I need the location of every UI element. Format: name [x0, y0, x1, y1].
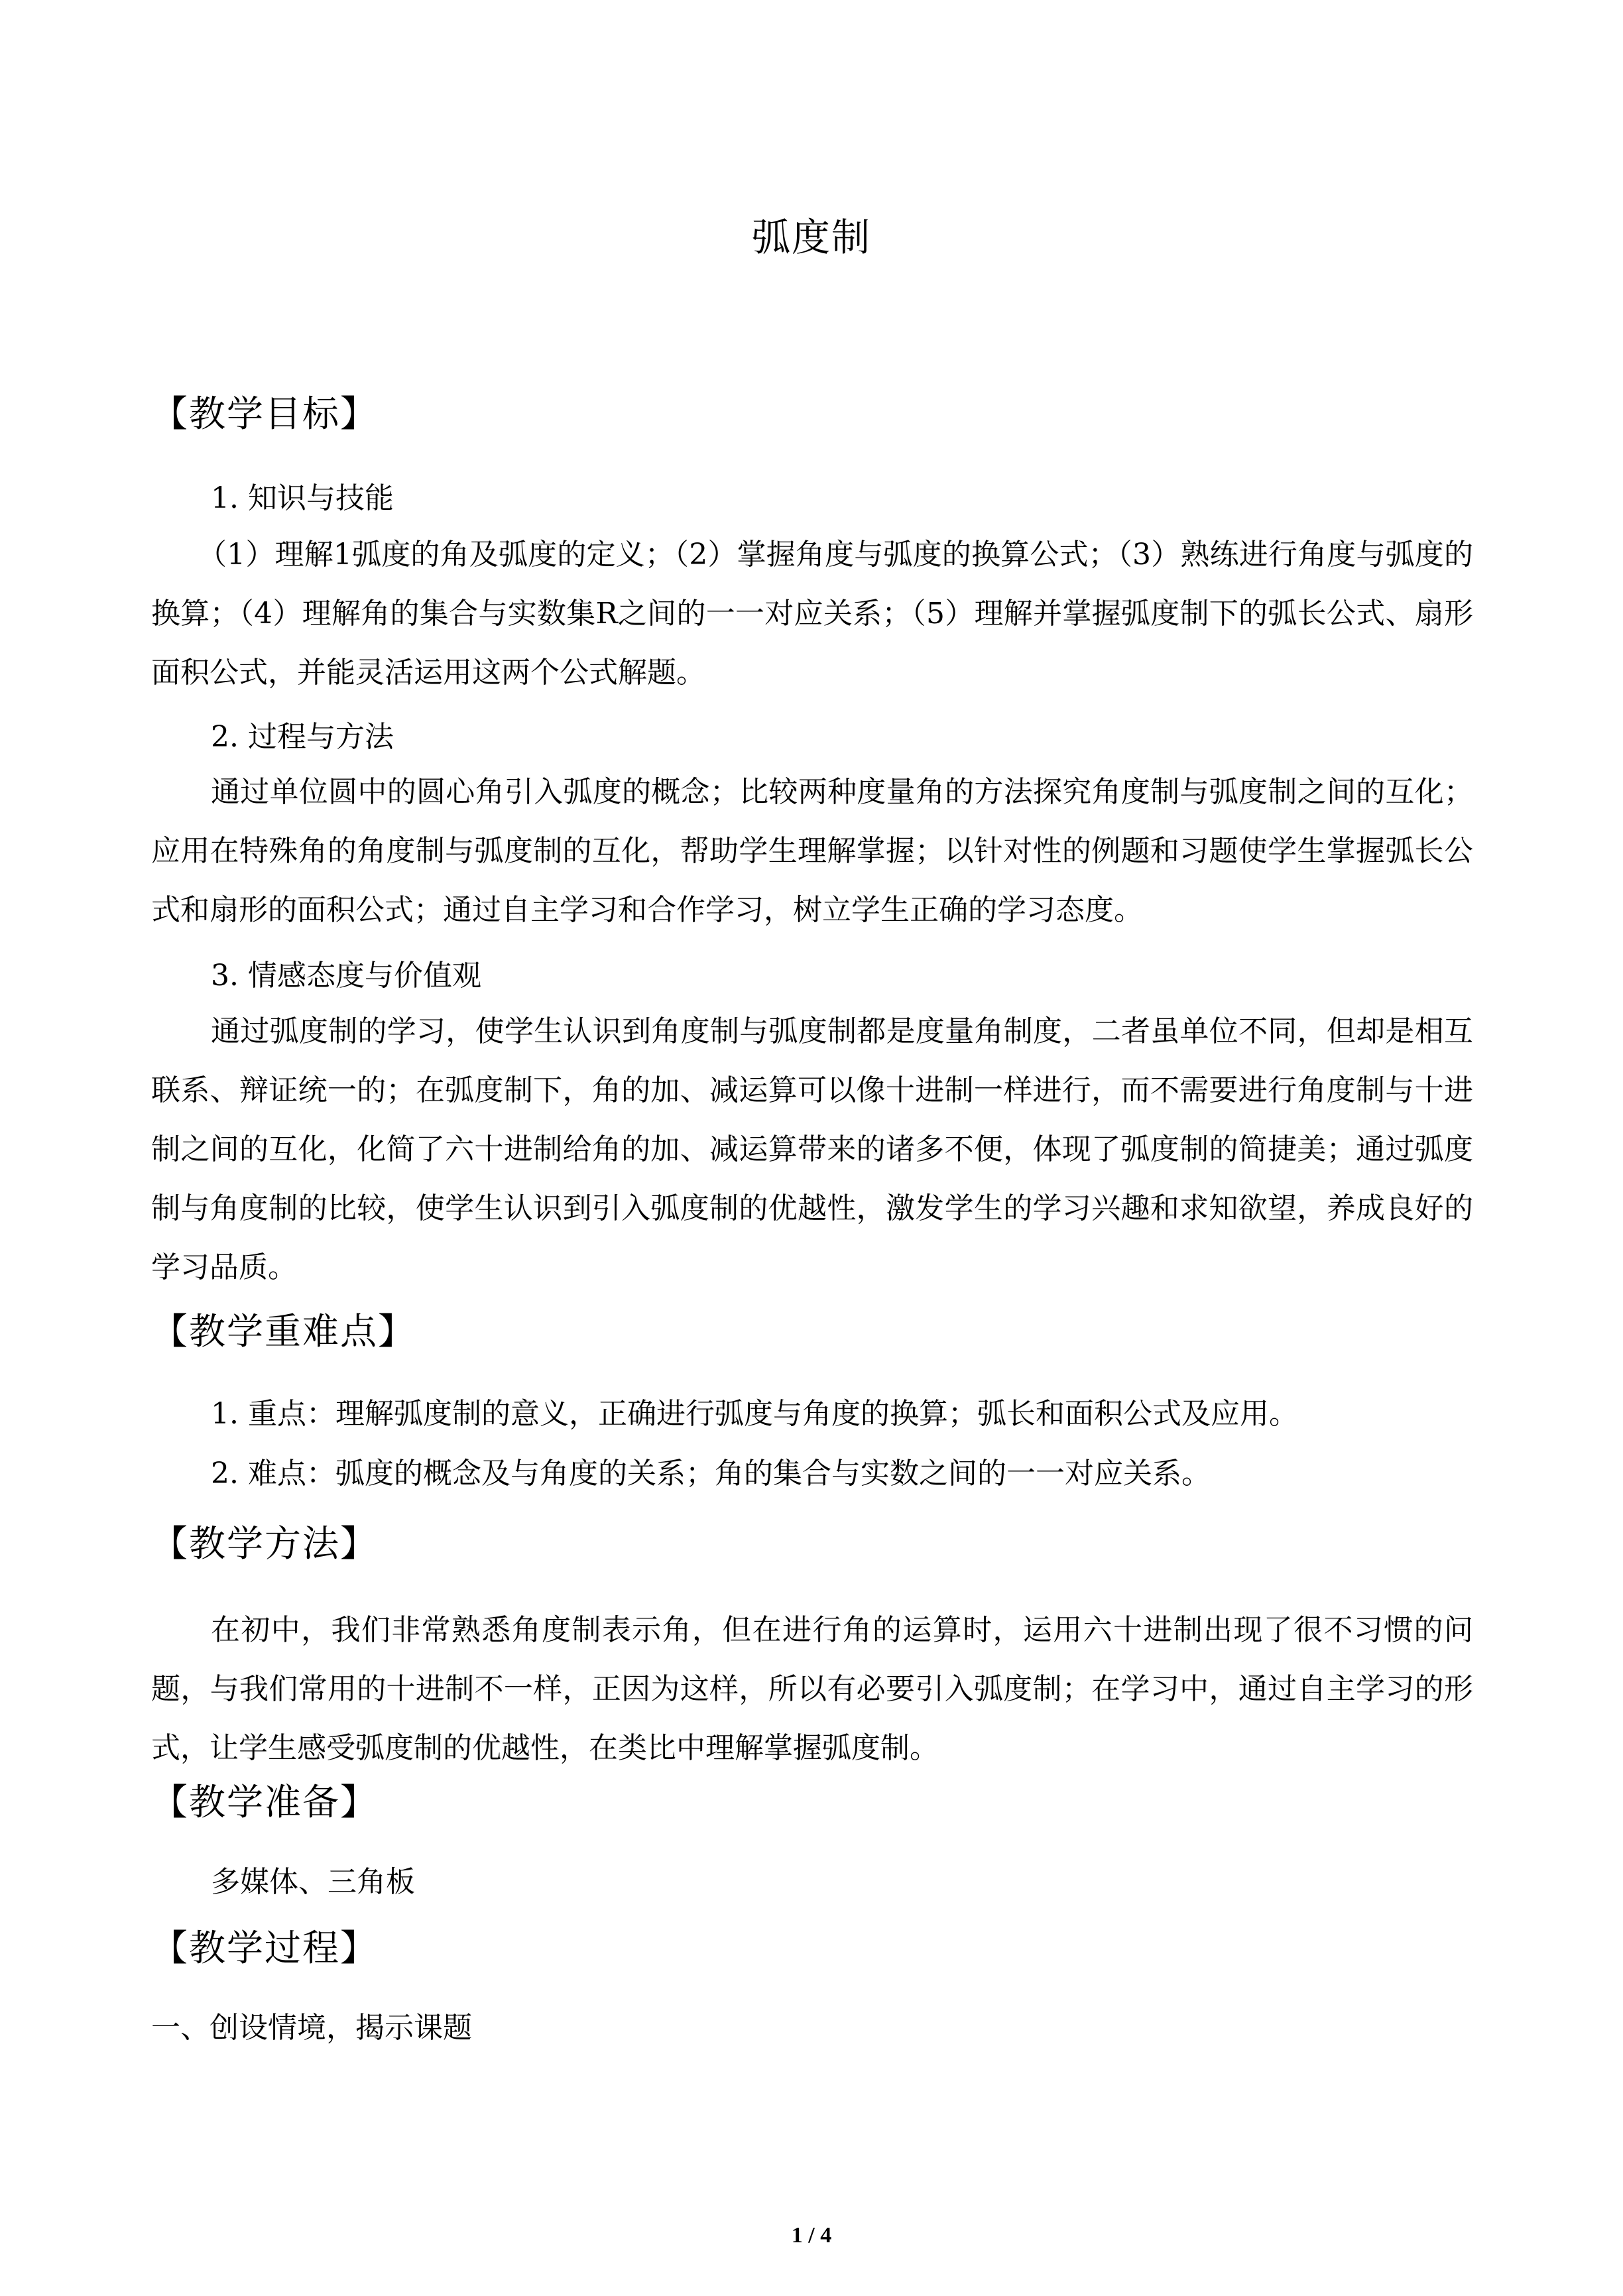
paragraph-methods: 在初中，我们非常熟悉角度制表示角，但在进行角的运算时，运用六十进制出现了很不习惯的问题，与我们常用的十进制不一样，正因为这样，所以有必要引入弧度制；在学习中，通过自主学习的形式，让学生感受弧度制的优越性，在类比中理解掌握弧度制。	[151, 1613, 1473, 1765]
subheading-emotion: 3. 情感态度与价值观	[211, 959, 481, 993]
paragraph-knowledge: （1）理解1弧度的角及弧度的定义；（2）掌握角度与弧度的换算公式；（3）熟练进行角度与弧度的换算；（4）理解角的集合与实数集R之间的一一对应关系；（5）理解并掌握弧度制下的弧长公式、扇形面积公式，并能灵活运用这两个公式解题。	[151, 538, 1473, 690]
document-title: 弧度制	[751, 215, 871, 260]
key-point-2: 2. 难点：弧度的概念及与角度的关系；角的集合与实数之间的一一对应关系。	[211, 1457, 1211, 1490]
subheading-knowledge: 1. 知识与技能	[211, 481, 394, 515]
paragraph-process: 通过单位圆中的圆心角引入弧度的概念；比较两种度量角的方法探究角度制与弧度制之间的互化；应用在特殊角的角度制与弧度制的互化，帮助学生理解掌握；以针对性的例题和习题使学生掌握弧长公式和扇形的面积公式；通过自主学习和合作学习，树立学生正确的学习态度。	[151, 775, 1473, 927]
key-point-1: 1. 重点：理解弧度制的意义，正确进行弧度与角度的换算；弧长和面积公式及应用。	[211, 1397, 1298, 1431]
section-heading-methods: 【教学方法】	[151, 1522, 379, 1565]
section-heading-key-points: 【教学重难点】	[151, 1310, 416, 1353]
paragraph-emotion: 通过弧度制的学习，使学生认识到角度制与弧度制都是度量角制度，二者虽单位不同，但却是相互联系、辩证统一的；在弧度制下，角的加、减运算可以像十进制一样进行，而不需要进行角度制与十进制之间的互化，化简了六十进制给角的加、减运算带来的诸多不便，体现了弧度制的简捷美；通过弧度制与角度制的比较，使学生认识到引入弧度制的优越性，激发学生的学习兴趣和求知欲望，养成良好的学习品质。	[151, 1014, 1473, 1284]
section-heading-goals: 【教学目标】	[151, 393, 379, 435]
preparation-text: 多媒体、三角板	[211, 1865, 415, 1899]
section-heading-preparation: 【教学准备】	[151, 1781, 379, 1823]
process-step-1: 一、创设情境，揭示课题	[151, 2011, 472, 2045]
section-heading-process: 【教学过程】	[151, 1927, 379, 1969]
page-number: 1 / 4	[791, 2223, 832, 2248]
subheading-process: 2. 过程与方法	[211, 720, 394, 754]
